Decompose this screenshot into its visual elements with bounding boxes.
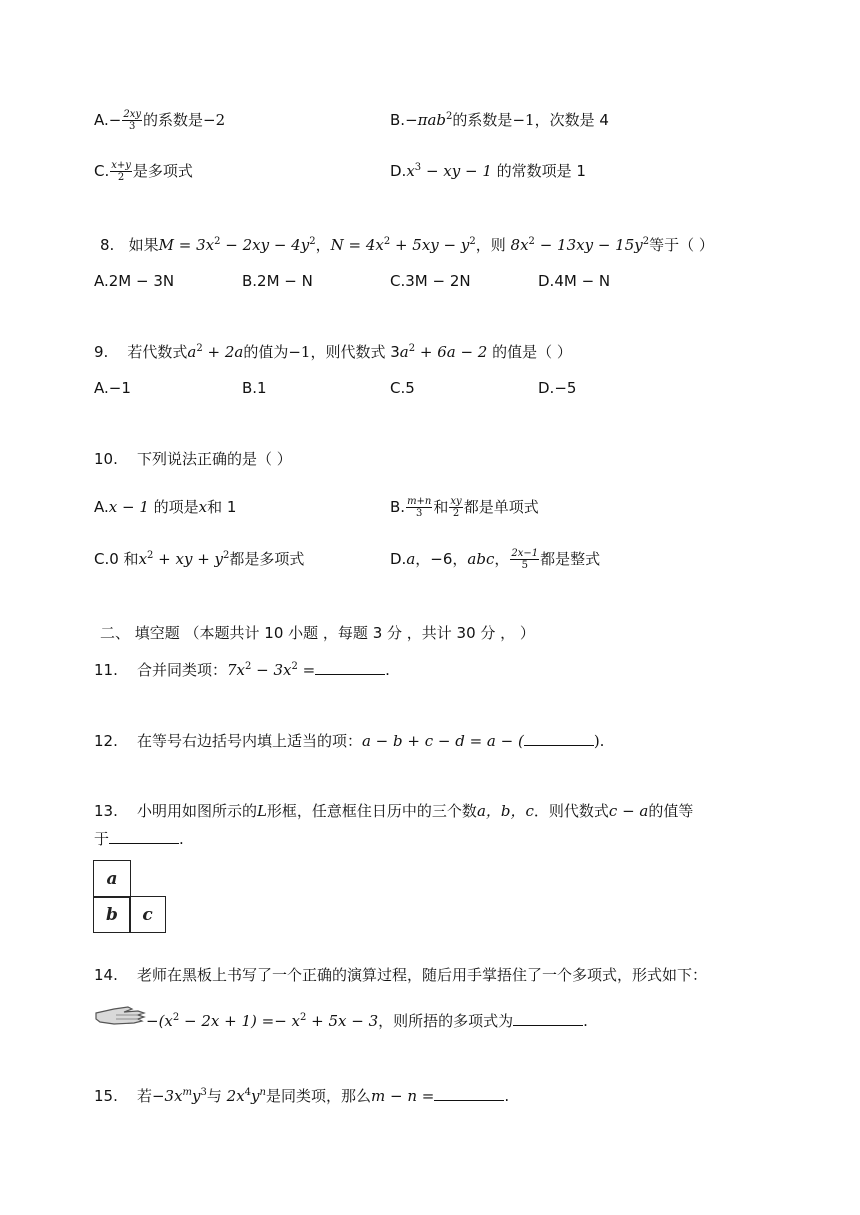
l-frame-cell-b: b (93, 896, 131, 933)
q11-stem: 11. 合并同类项：$7x^2 - 3x^2$ = . (94, 661, 390, 679)
q13-stem-line1: 13. 小明用如图所示的L形框，任意框住日历中的三个数a，b，c．则代数式c − a的值等 (94, 802, 694, 820)
q10-option-d: D.a，−6，abc， $\frac{2x-1}{5}$ 都是整式 (390, 548, 601, 571)
q7-option-d: $D.x^3$ − xy − 1 的常数项是 1 (390, 162, 586, 180)
fraction: $\frac{x+y}{2}$ (111, 160, 131, 183)
q13-stem-line2: 于 . (94, 830, 184, 848)
q7-option-b: B.−πab$^2$的系数是−1，次数是 4 (390, 111, 609, 129)
q9-option-c: C.5 (390, 379, 415, 397)
answer-blank (109, 829, 179, 844)
q15-stem: 15. 若$-3x^my^3$与 $2x^4y^n$是同类项，那么m − n = . (94, 1087, 510, 1105)
fraction: $\frac{2xy}{3}$ (123, 109, 141, 132)
answer-blank (315, 660, 385, 675)
l-frame-cell-c: c (129, 896, 166, 933)
q8-option-d: D.4M − N (538, 272, 611, 290)
answer-blank (513, 1011, 583, 1026)
q9-option-b: B.1 (242, 379, 267, 397)
q7-option-c: C. $\frac{x+y}{2}$ 是多项式 (94, 160, 193, 183)
q12-stem: 12. 在等号右边括号内填上适当的项：a − b + c − d = a − ( ). (94, 732, 605, 750)
fraction: $\frac{xy}{2}$ (450, 496, 462, 519)
q10-option-c: C.0 和$x^2$ + xy + $y^2$都是多项式 (94, 550, 305, 568)
q14-stem-line1: 14. 老师在黑板上书写了一个正确的演算过程，随后用手掌捂住了一个多项式，形式如下： (94, 966, 707, 984)
q9-option-d: D.−5 (538, 379, 577, 397)
q9-option-a: A.−1 (94, 379, 131, 397)
section-heading: 二、 填空题 （本题共计 10 小题 ，每题 3 分 ，共计 30 分 ， ） (100, 624, 535, 642)
answer-blank (434, 1086, 504, 1101)
hand-icon (94, 1003, 146, 1027)
q10-option-a: A.x − 1 的项是x和 1 (94, 498, 237, 516)
q8-option-a: A.2M − 3N (94, 272, 175, 290)
answer-blank (524, 731, 594, 746)
q10-stem: 10. 下列说法正确的是（ ） (94, 450, 292, 468)
fraction: $\frac{m+n}{3}$ (407, 496, 432, 519)
q8-option-b: B.2M − N (242, 272, 313, 290)
q7-option-a: A.− $\frac{2xy}{3}$ 的系数是−2 (94, 109, 226, 132)
q14-stem-line2: $-(x^2 - 2x + 1) =- x^2 + 5x - 3$，则所捂的多项式为 . (146, 1012, 588, 1030)
q8-option-c: C.3M − 2N (390, 272, 471, 290)
q9-stem: 9. 若代数式$a^2 + 2a$的值为−1，则代数式 $3a^2 + 6a - 2$ 的值是（ ） (94, 343, 572, 361)
q8-stem: 8. 如果$M = 3x^2 - 2xy - 4y^2$，$N = 4x^2 + 5xy - y^2$，则 $8x^2 - 13xy - 15y^2$等于（ ） (100, 236, 714, 254)
q10-option-b: B. $\frac{m+n}{3}$ 和 $\frac{xy}{2}$ 都是单项式 (390, 496, 539, 519)
fraction: $\frac{2x-1}{5}$ (511, 548, 539, 571)
l-frame-cell-a: a (93, 860, 131, 898)
